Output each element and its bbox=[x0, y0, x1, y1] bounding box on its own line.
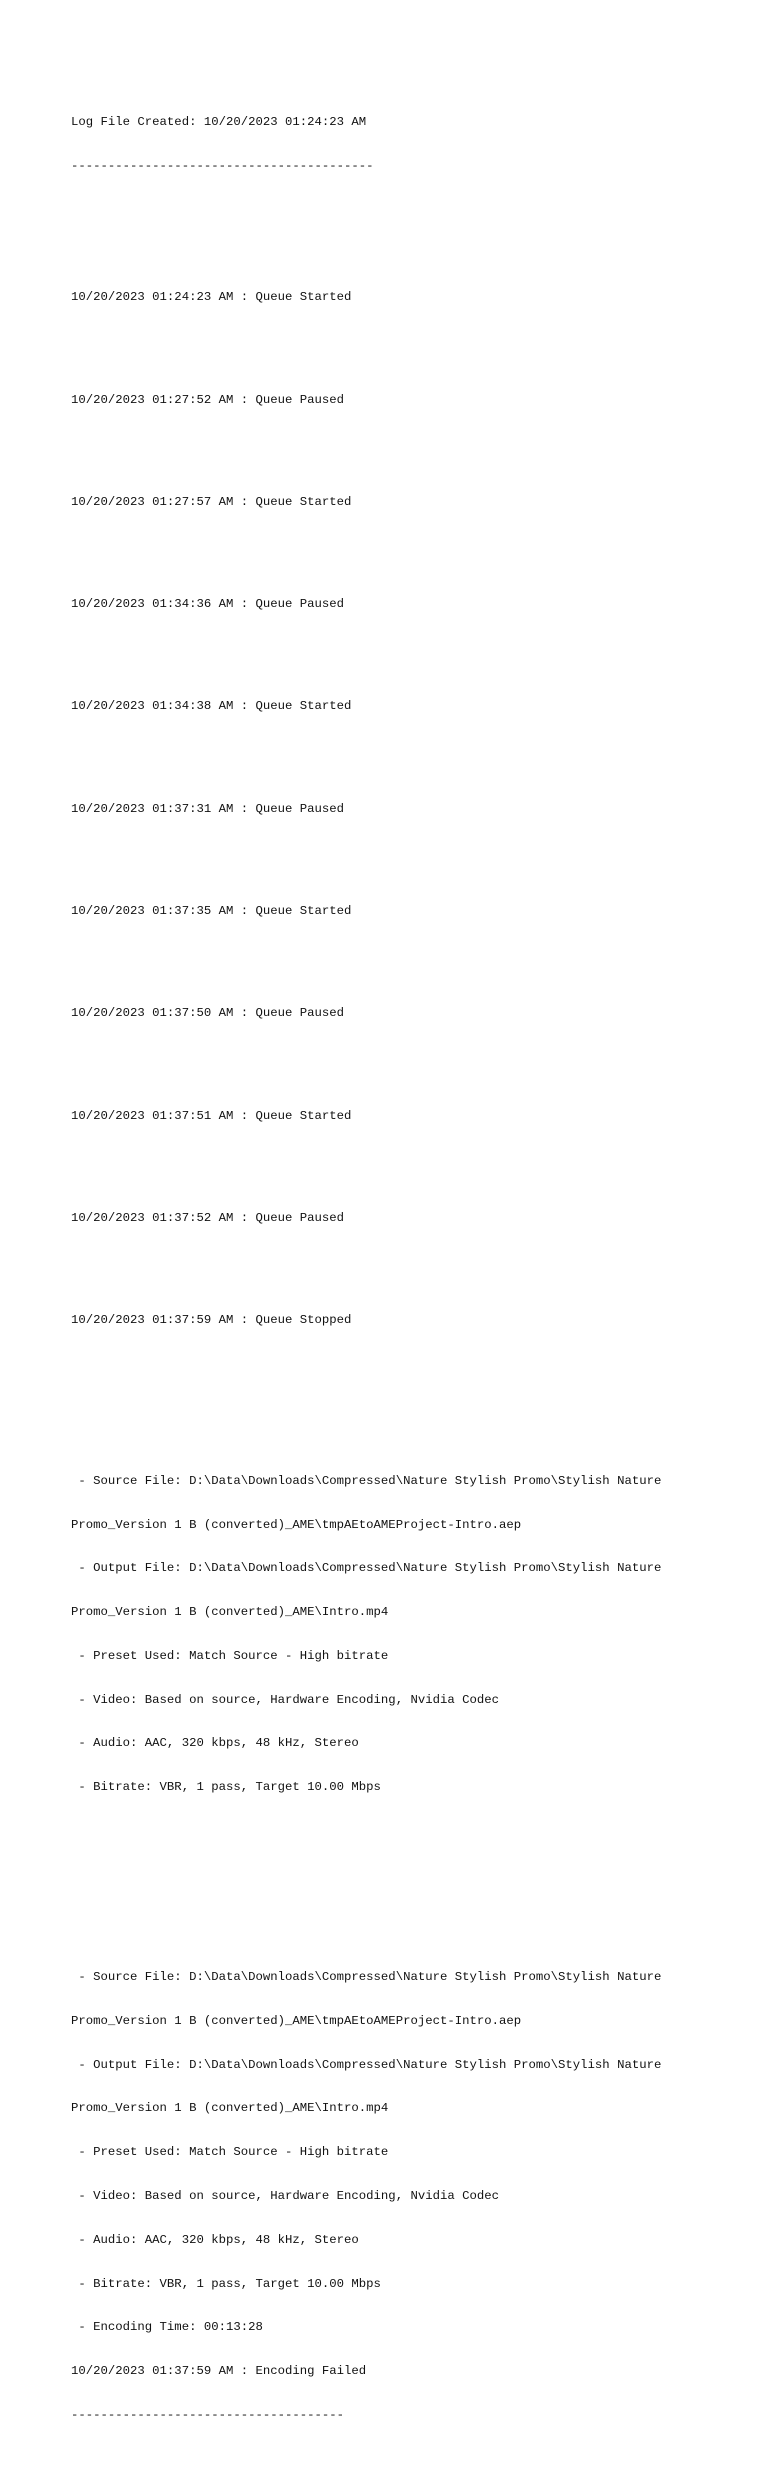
output-file-line: - Output File: D:\Data\Downloads\Compressed\Nature Stylish Promo\Stylish Nature bbox=[71, 1561, 662, 1576]
preset-line: - Preset Used: Match Source - High bitrate bbox=[71, 2145, 389, 2160]
output-file-line-cont: Promo_Version 1 B (converted)_AME\Intro.mp4 bbox=[71, 1605, 389, 1620]
bitrate-line: - Bitrate: VBR, 1 pass, Target 10.00 Mbps bbox=[71, 1780, 381, 1795]
encoding-failed-line: 10/20/2023 01:37:59 AM : Encoding Failed bbox=[71, 2364, 367, 2379]
bitrate-line: - Bitrate: VBR, 1 pass, Target 10.00 Mbps bbox=[71, 2276, 381, 2291]
header-rule: ----------------------------------------- bbox=[71, 158, 374, 173]
event-line: 10/20/2023 01:37:52 AM : Queue Paused bbox=[71, 1210, 345, 1225]
encode-block-1 bbox=[71, 1445, 731, 1824]
source-file-line-cont: Promo_Version 1 B (converted)_AME\tmpAEtoAMEProject-Intro.aep bbox=[71, 2013, 522, 2028]
event-line: 10/20/2023 01:37:59 AM : Queue Stopped bbox=[71, 1313, 352, 1328]
log-document bbox=[71, 86, 731, 2466]
event-line: 10/20/2023 01:37:31 AM : Queue Paused bbox=[71, 801, 345, 816]
encode-block-2 bbox=[71, 1941, 731, 2452]
source-file-line: - Source File: D:\Data\Downloads\Compressed\Nature Stylish Promo\Stylish Nature bbox=[71, 1970, 662, 1985]
audio-line: - Audio: AAC, 320 kbps, 48 kHz, Stereo bbox=[71, 2232, 359, 2247]
event-line: 10/20/2023 01:37:35 AM : Queue Started bbox=[71, 904, 352, 919]
source-file-line: - Source File: D:\Data\Downloads\Compressed\Nature Stylish Promo\Stylish Nature bbox=[71, 1473, 662, 1488]
output-file-line-cont: Promo_Version 1 B (converted)_AME\Intro.mp4 bbox=[71, 2101, 389, 2116]
event-line: 10/20/2023 01:24:23 AM : Queue Started bbox=[71, 290, 352, 305]
log-header: Log File Created: 10/20/2023 01:24:23 AM bbox=[71, 115, 367, 130]
audio-line: - Audio: AAC, 320 kbps, 48 kHz, Stereo bbox=[71, 1736, 359, 1751]
output-file-line: - Output File: D:\Data\Downloads\Compressed\Nature Stylish Promo\Stylish Nature bbox=[71, 2057, 662, 2072]
event-line: 10/20/2023 01:27:57 AM : Queue Started bbox=[71, 494, 352, 509]
video-line: - Video: Based on source, Hardware Encoding, Nvidia Codec bbox=[71, 1692, 500, 1707]
encoding-time-line: - Encoding Time: 00:13:28 bbox=[71, 2320, 263, 2335]
event-line: 10/20/2023 01:34:36 AM : Queue Paused bbox=[71, 597, 345, 612]
event-line: 10/20/2023 01:37:50 AM : Queue Paused bbox=[71, 1006, 345, 1021]
event-line: 10/20/2023 01:37:51 AM : Queue Started bbox=[71, 1108, 352, 1123]
footer-rule: ------------------------------------- bbox=[71, 2407, 345, 2422]
video-line: - Video: Based on source, Hardware Encoding, Nvidia Codec bbox=[71, 2189, 500, 2204]
event-line: 10/20/2023 01:34:38 AM : Queue Started bbox=[71, 699, 352, 714]
preset-line: - Preset Used: Match Source - High bitrate bbox=[71, 1648, 389, 1663]
source-file-line-cont: Promo_Version 1 B (converted)_AME\tmpAEtoAMEProject-Intro.aep bbox=[71, 1517, 522, 1532]
event-line: 10/20/2023 01:27:52 AM : Queue Paused bbox=[71, 392, 345, 407]
